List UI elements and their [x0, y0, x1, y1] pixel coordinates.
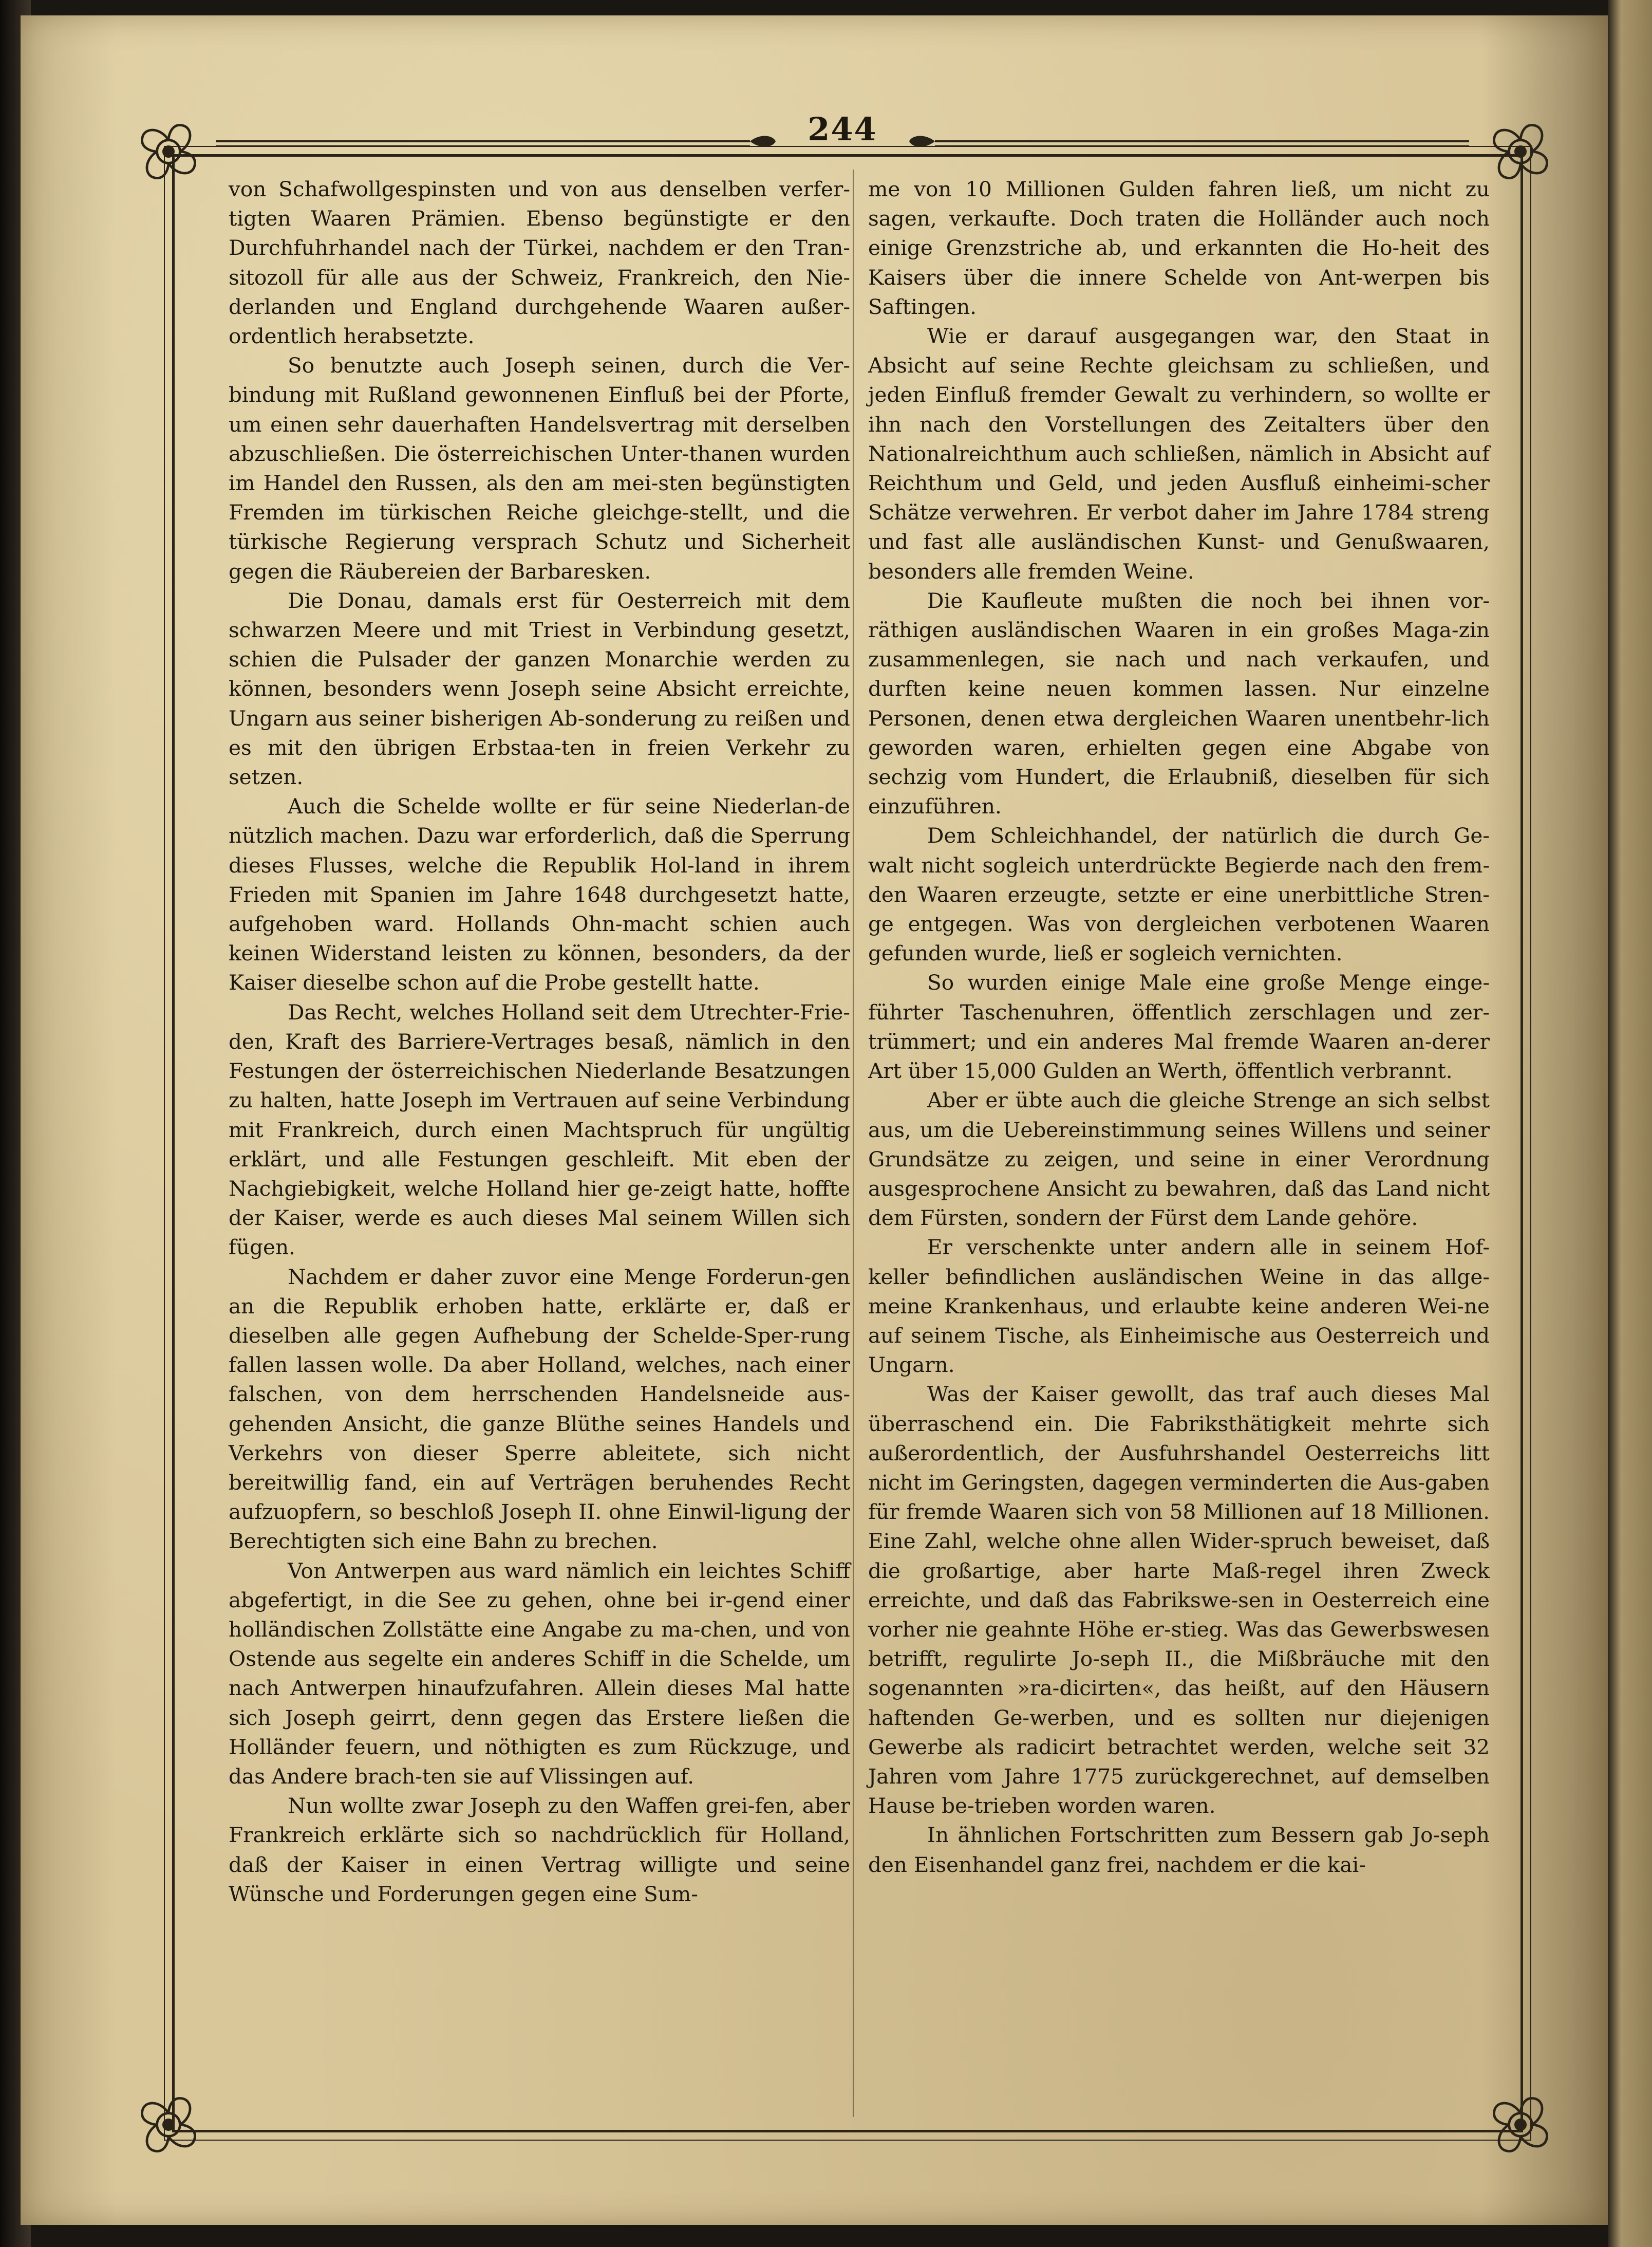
paragraph: Wie er darauf ausgegangen war, den Staat in Absicht auf seine Rechte gleichsam zu schließen, und jeden Einfluß fremder Gewalt zu verhindern, so wollte er ihn nach den Vorstellungen des Zeitalters über den Nationalreichthum auch schließen, nämlich in Absicht auf Reichthum und Geld, und jeden Ausfluß einheimi-scher Schätze verwehren. Er verbot daher im Jahre 1784 streng und fast alle ausländischen Kunst- und Genußwaaren, besonders alle fremden Weine. [868, 324, 1490, 584]
paragraph: Dem Schleichhandel, der natürlich die durch Ge-walt nicht sogleich unterdrückte Begierde nach den frem-den Waaren erzeugte, setzte er eine unerbittliche Stren-ge entgegen. Was von dergleichen verbotenen Waaren gefunden wurde, ließ er sogleich vernichten. [868, 823, 1490, 966]
paragraph: Er verschenkte unter andern alle in seinem Hof-keller befindlichen ausländischen Weine in das allge-meine Krankenhaus, und erlaubte keine anderen Wei-ne auf seinem Tische, als Einheimische aus Oesterreich und Ungarn. [868, 1235, 1490, 1378]
corner-ornament-icon [1479, 2084, 1562, 2166]
page-number: 244 [808, 110, 877, 148]
paragraph: Was der Kaiser gewollt, das traf auch dieses Mal überraschend ein. Die Fabriksthätigkeit mehrte sich außerordentlich, der Ausfuhrshandel Oesterreichs litt nicht im Geringsten, dagegen verminderten die Aus-gaben für fremde Waaren sich von 58 Millionen auf 18 Millionen. Eine Zahl, welche ohne allen Wider-spruch beweiset, daß die großartige, aber harte Maß-regel ihren Zweck erreichte, und daß das Fabrikswe-sen in Oesterreich eine vorher nie geahnte Höhe er-stieg. Was das Gewerbswesen betrifft, regulirte Jo-seph II., die Mißbräuche mit den sogenannten »ra-dicirten«, das heißt, auf den Häusern haftenden Ge-werben, und es sollten nur diejenigen Gewerbe als radicirt betrachtet werden, welche seit 32 Jahren vom Jahre 1775 zurückgerechnet, auf demselben Hause be-trieben worden waren. [868, 1382, 1490, 1818]
header-rule-ornament-left [216, 131, 781, 152]
adjacent-page-edge [1608, 0, 1652, 2247]
paragraph: Von Antwerpen aus ward nämlich ein leichtes Schiff abgefertigt, in die See zu gehen, ohne bei ir-gend einer holländischen Zollstätte eine Angabe zu ma-chen, und von Ostende aus segelte ein anderes Schiff in die Schelde, um nach Antwerpen hinaufzufahren. Allein dieses Mal hatte sich Joseph geirrt, denn gegen das Erstere ließen die Holländer feuern, und nöthigten es zum Rückzuge, und das Andere brach-ten sie auf Vlissingen auf. [229, 1558, 850, 1789]
paragraph: Nun wollte zwar Joseph zu den Waffen grei-fen, aber Frankreich erklärte sich so nachdrücklich für Holland, daß der Kaiser in einen Vertrag willigte und seine Wünsche und Forderungen gegen eine Sum- [229, 1793, 850, 1906]
paragraph: Die Donau, damals erst für Oesterreich mit dem schwarzen Meere und mit Triest in Verbindung gesetzt, schien die Pulsader der ganzen Monarchie werden zu können, besonders wenn Joseph seine Absicht erreichte, Ungarn aus seiner bisherigen Ab-sonderung zu reißen und es mit den übrigen Erbstaa-ten in freien Verkehr zu setzen. [229, 588, 850, 790]
paragraph: Aber er übte auch die gleiche Strenge an sich selbst aus, um die Uebereinstimmung seines Willens und seiner Grundsätze zu zeigen, und seine in einer Verordnung ausgesprochene Ansicht zu bewahren, daß das Land nicht dem Fürsten, sondern der Fürst dem Lande gehöre. [868, 1088, 1490, 1231]
paragraph: So benutzte auch Joseph seinen, durch die Ver-bindung mit Rußland gewonnenen Einfluß bei der Pforte, um einen sehr dauerhaften Handelsvertrag mit derselben abzuschließen. Die österreichischen Unter-thanen wurden im Handel den Russen, als den am mei-sten begünstigten Fremden im türkischen Reiche gleichge-stellt, und die türkische Regierung versprach Schutz und Sicherheit gegen die Räubereien der Barbaresken. [229, 353, 850, 584]
paragraph: Das Recht, welches Holland seit dem Utrechter-Frie-den, Kraft des Barriere-Vertrages besaß, nämlich in den Festungen der österreichischen Niederlande Besatzungen zu halten, hatte Joseph im Vertrauen auf seine Verbindung mit Frankreich, durch einen Machtspruch für ungültig erklärt, und alle Festungen geschleift. Mit eben der Nachgiebigkeit, welche Holland hier ge-zeigt hatte, hoffte der Kaiser, werde es auch dieses Mal seinem Willen sich fügen. [229, 999, 850, 1260]
paragraph: Nachdem er daher zuvor eine Menge Forderun-gen an die Republik erhoben hatte, erklärte er, daß er dieselben alle gegen Aufhebung der Schelde-Sper-rung fallen lassen wolle. Da aber Holland, welches, nach einer falschen, von dem herrschenden Handelsneide aus-gehenden Ansicht, die ganze Blüthe seines Handels und Verkehrs von dieser Sperre ableitete, sich nicht bereitwillig fand, ein auf Verträgen beruhendes Recht aufzuopfern, so beschloß Joseph II. ohne Einwil-ligung der Berechtigten sich eine Bahn zu brechen. [229, 1264, 850, 1554]
paragraph: Die Kaufleute mußten die noch bei ihnen vor-räthigen ausländischen Waaren in ein großes Maga-zin zusammenlegen, sie nach und nach verkaufen, und durften keine neuen kommen lassen. Nur einzelne Personen, denen etwa dergleichen Waaren unentbehr-lich geworden waren, erhielten gegen eine Abgabe von sechzig vom Hundert, die Erlaubniß, dieselben für sich einzuführen. [868, 588, 1490, 819]
paragraph: So wurden einige Male eine große Menge einge-führter Taschenuhren, öffentlich zerschlagen und zer-trümmert; und ein anderes Mal fremde Waaren an-derer Art über 15,000 Gulden an Werth, öffentlich verbrannt. [868, 970, 1490, 1084]
corner-ornament-icon [1479, 110, 1562, 193]
corner-ornament-icon [127, 2084, 210, 2166]
paragraph: Auch die Schelde wollte er für seine Niederlan-de nützlich machen. Dazu war erforderlich, daß die Sperrung dieses Flusses, welche die Republik Hol-land in ihrem Frieden mit Spanien im Jahre 1648 durchgesetzt hatte, aufgehoben ward. Hollands Ohn-macht schien auch keinen Widerstand leisten zu können, besonders, da der Kaiser dieselbe schon auf die Probe gestellt hatte. [229, 794, 850, 995]
paragraph: von Schafwollgespinsten und von aus denselben verfer-tigten Waaren Prämien. Ebenso begünstigte er den Durchfuhrhandel nach der Türkei, nachdem er den Tran-sitozoll für alle aus der Schweiz, Frankreich, den Nie-derlanden und England durchgehende Waaren außer-ordentlich herabsetzte. [229, 177, 850, 349]
right-text-column [868, 175, 1490, 1880]
paragraph: me von 10 Millionen Gulden fahren ließ, um nicht zu sagen, verkaufte. Doch traten die Holländer auch noch einige Grenzstriche ab, und erkannten die Ho-heit des Kaisers über die innere Schelde von Ant-werpen bis Saftingen. [868, 177, 1490, 319]
corner-ornament-icon [127, 110, 210, 193]
header-rule-ornament-right [904, 131, 1469, 152]
column-divider [853, 170, 854, 2117]
left-text-column [229, 175, 850, 1909]
paragraph: In ähnlichen Fortschritten zum Bessern gab Jo-seph den Eisenhandel ganz frei, nachdem er die kai- [868, 1823, 1490, 1877]
